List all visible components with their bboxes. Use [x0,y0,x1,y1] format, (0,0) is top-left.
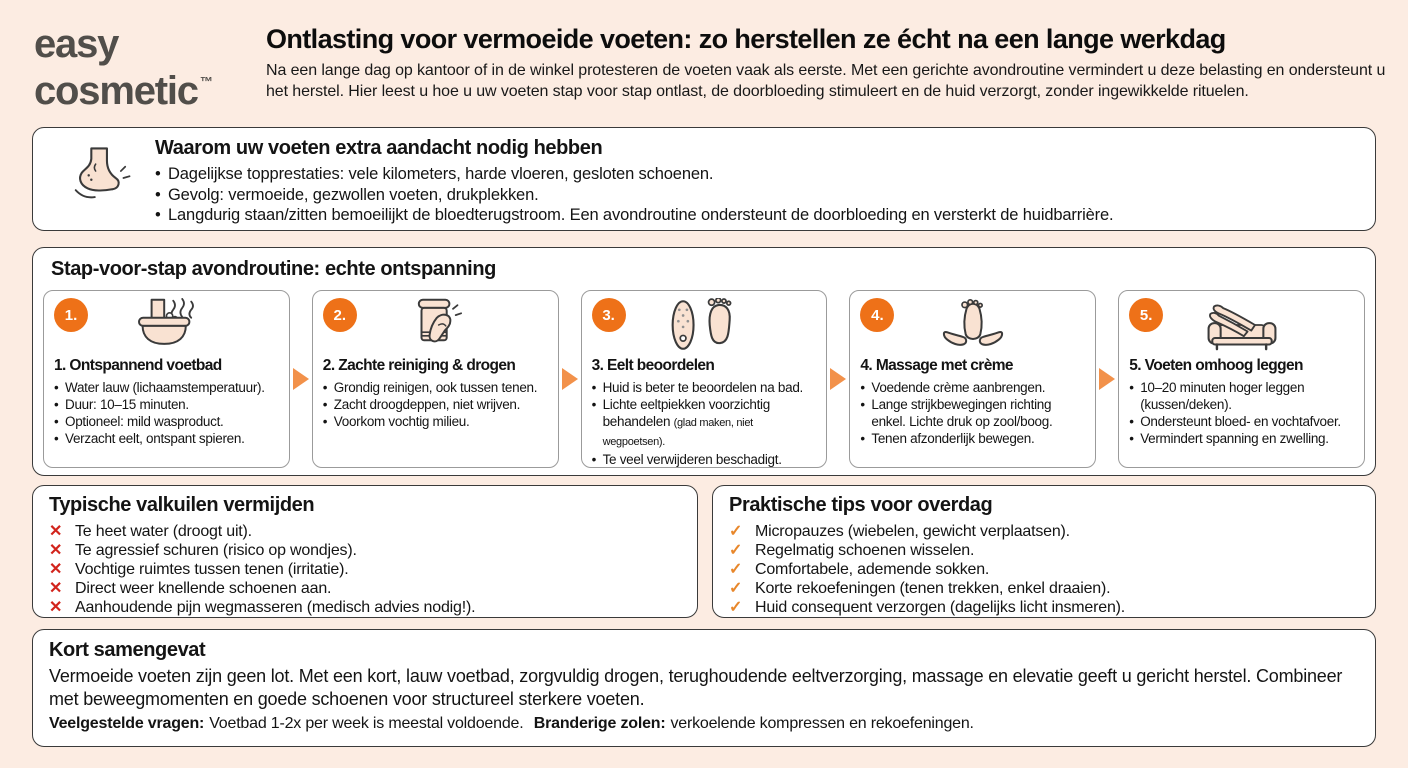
step-bullet: • Verzacht eelt, ontspant spieren. [54,430,279,447]
step-bullet [592,396,817,451]
step-bullet: • Voedende crème aanbrengen. [860,379,1085,396]
step-title: 2. Zachte reiniging & drogen [322,357,516,374]
routine-steps [43,290,1365,468]
foot-icon [67,142,133,214]
arrow-right-icon [562,368,578,390]
tip-text: Comfortabele, ademende sokken. [755,561,990,578]
step-bullet-text: Lichte eeltpiekken voorzichtig behandelen [602,397,770,429]
tip-item [729,579,1359,598]
x-icon: ✕ [49,599,63,616]
step-card-header [592,296,817,354]
check-icon: ✓ [729,580,743,597]
tip-item [729,560,1359,579]
step-number-badge: 1. [54,298,88,332]
pitfall-item [49,560,681,579]
step-card-header [860,296,1085,354]
step-card-5 [1118,290,1365,468]
step-card-1 [43,290,290,468]
step-number-badge: 5. [1129,298,1163,332]
pitfalls-section [32,485,698,618]
why-bullet: • Langdurig staan/zitten bemoeilijkt de bloedterugstroom. Een avondroutine ondersteunt de doorbloeding en versterkt de huidbarrière. [155,205,1359,226]
trademark-symbol: ™ [199,74,213,89]
step-bullets [54,379,279,447]
step-title: 1. Ontspannend voetbad [54,357,222,374]
check-icon: ✓ [729,542,743,559]
x-icon: ✕ [49,523,63,540]
x-icon: ✕ [49,580,63,597]
tip-text: Huid consequent verzorgen (dagelijks licht insmeren). [755,599,1126,616]
why-bullet: • Dagelijkse topprestaties: vele kilometers, harde vloeren, gesloten schoenen. [155,164,1359,185]
step-number-badge: 3. [592,298,626,332]
step-bullet: • Grondig reinigen, ook tussen tenen. [323,379,548,396]
summary-body: Vermoeide voeten zijn geen lot. Met een kort, lauw voetbad, zorgvuldig drogen, terughoudende eeltverzorging, massage en elevatie geeft u gericht herstel. Combineer met beweegmomenten en goede schoenen voor structureel sterkere voeten. [49,666,1343,709]
why-bullet: • Gevolg: vermoeide, gezwollen voeten, drukplekken. [155,185,1359,206]
x-icon: ✕ [49,561,63,578]
massage-icon [940,298,1006,352]
step-bullets [1129,379,1354,447]
tip-item [729,541,1359,560]
tip-text: Micropauzes (wiebelen, gewicht verplaatsen). [755,523,1070,540]
pitfall-text: Te agressief schuren (risico op wondjes). [75,542,357,559]
why-title: Waarom uw voeten extra aandacht nodig hebben [155,137,603,159]
faq-text: verkoelende kompressen en rekoefeningen. [670,715,974,732]
easycosmetic-logo [34,22,213,113]
step-card-2 [312,290,559,468]
step-card-header [1129,296,1354,354]
logo-text: cosmetic [34,69,198,113]
check-icon: ✓ [729,599,743,616]
step-bullet: • Vermindert spanning en zwelling. [1129,430,1354,447]
summary-section [32,629,1376,747]
towel-dry-icon [406,298,464,352]
pitfall-text: Te heet water (droogt uit). [75,523,252,540]
tip-item [729,598,1359,617]
why-bullet-list [155,164,1359,226]
tips-title: Praktische tips voor overdag [729,494,993,516]
pitfall-text: Aanhoudende pijn wegmasseren (medisch advies nodig!). [75,599,476,616]
step-title: 3. Eelt beoordelen [591,357,715,374]
pitfall-item [49,579,681,598]
step-bullet: • Lange strijkbewegingen richting enkel. Lichte druk op zool/boog. [860,396,1085,430]
why-section [32,127,1376,231]
summary-faq [49,715,1359,733]
step-title: 5. Voeten omhoog leggen [1129,357,1303,374]
check-icon: ✓ [729,523,743,540]
routine-section [32,247,1376,476]
faq-label: Veelgestelde vragen: [49,715,205,732]
arrow-right-icon [293,368,309,390]
pitfall-item [49,541,681,560]
step-bullet: • Ondersteunt bloed- en vochtafvoer. [1129,413,1354,430]
step-bullet: • Tenen afzonderlijk bewegen. [860,430,1085,447]
step-bullet: • Voorkom vochtig milieu. [323,413,548,430]
step-bullet: • Huid is beter te beoordelen na bad. [592,379,817,396]
summary-title: Kort samengevat [49,639,206,661]
step-bullet: • Water lauw (lichaamstemperatuur). [54,379,279,396]
couch-icon [1203,298,1281,352]
arrow-right-icon [1099,368,1115,390]
step-bullet: • 10–20 minuten hoger leggen (kussen/deken). [1129,379,1354,413]
logo-line-1: easy [34,22,119,66]
pitfall-item [49,598,681,617]
foot-file-icon [666,298,742,352]
step-title: 4. Massage met crème [860,357,1013,374]
step-bullet: • Duur: 10–15 minuten. [54,396,279,413]
faq-text: Voetbad 1-2x per week is meestal voldoende. [209,715,524,732]
foot-bath-icon [128,298,204,352]
step-bullets [592,379,817,468]
pitfalls-title: Typische valkuilen vermijden [49,494,315,516]
step-card-3 [581,290,828,468]
pitfall-text: Vochtige ruimtes tussen tenen (irritatie). [75,561,349,578]
step-number-badge: 4. [860,298,894,332]
faq-label: Branderige zolen: [533,715,666,732]
arrow-right-icon [830,368,846,390]
step-bullets [323,379,548,430]
step-bullet-note: (glad maken, niet wegpoetsen). [602,417,753,448]
step-card-header [54,296,279,354]
step-bullets [860,379,1085,447]
tip-text: Korte rekoefeningen (tenen trekken, enkel draaien). [755,580,1111,597]
page-intro: Na een lange dag op kantoor of in de winkel protesteren de voeten vaak als eerste. Met een gerichte avondroutine vermindert u deze belasting en ondersteunt u het herstel. Hier leest u hoe u uw voeten stap voor stap ontlast, de doorbloeding stimuleert en de huid verzorgt, zonder ingewikkelde rituelen. [266,62,1386,100]
x-icon: ✕ [49,542,63,559]
step-bullet: • Zacht droogdeppen, niet wrijven. [323,396,548,413]
pitfall-text: Direct weer knellende schoenen aan. [75,580,332,597]
step-number-badge: 2. [323,298,357,332]
tip-item [729,522,1359,541]
step-bullet: • Optioneel: mild wasproduct. [54,413,279,430]
logo-line-2 [34,63,213,113]
step-bullet: • Te veel verwijderen beschadigt. [592,451,817,468]
routine-title: Stap-voor-stap avondroutine: echte ontspanning [51,258,496,280]
step-card-4 [849,290,1096,468]
pitfall-item [49,522,681,541]
step-card-header [323,296,548,354]
tips-section [712,485,1376,618]
tip-text: Regelmatig schoenen wisselen. [755,542,975,559]
page-title: Ontlasting voor vermoeide voeten: zo herstellen ze écht na een lange werkdag [266,24,1226,54]
check-icon: ✓ [729,561,743,578]
